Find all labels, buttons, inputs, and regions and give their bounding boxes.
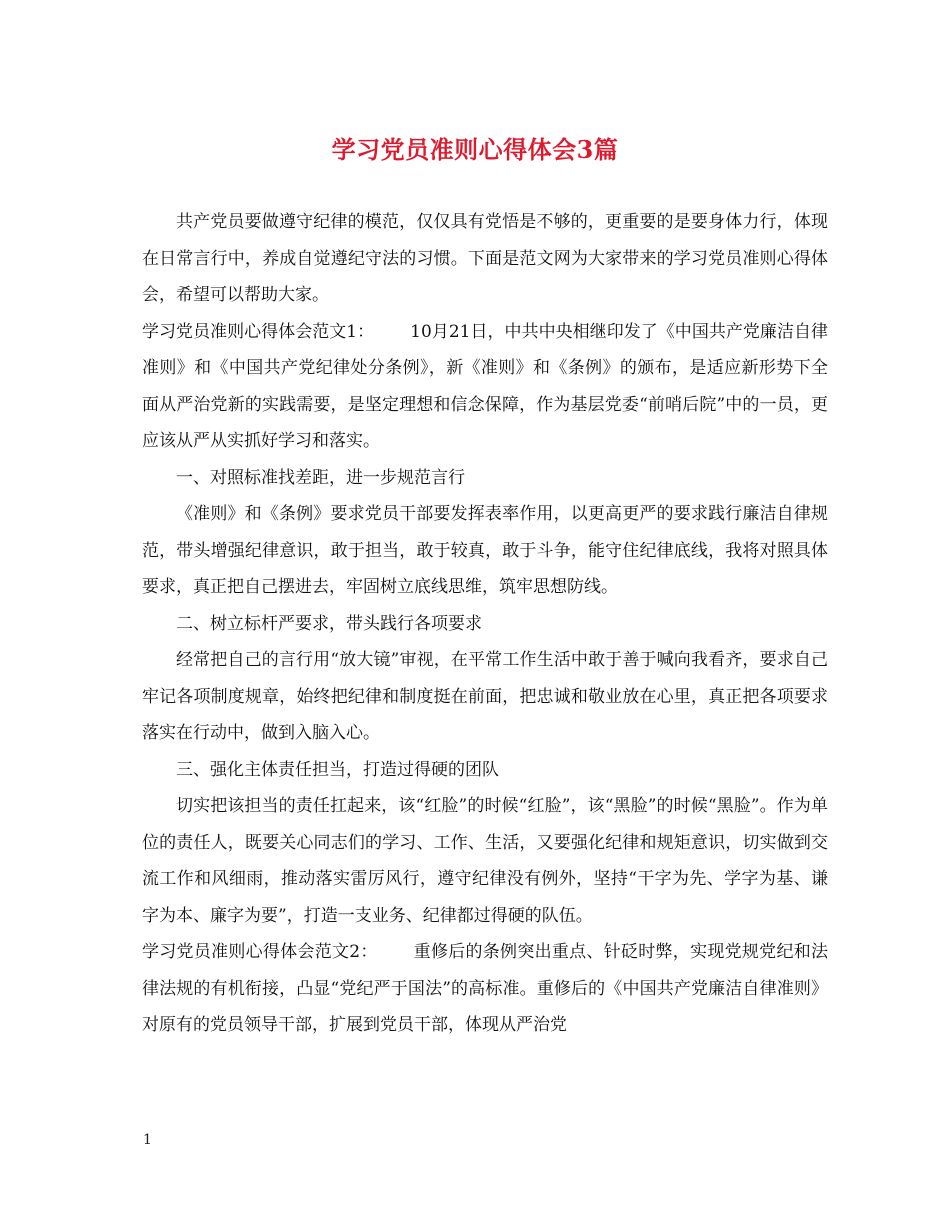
document-body bbox=[142, 204, 828, 1044]
paragraph-text: 一、对照标准找差距，进一步规范言行 bbox=[176, 467, 465, 488]
paragraph bbox=[142, 496, 828, 606]
section-heading bbox=[142, 752, 828, 789]
section-heading bbox=[142, 606, 828, 643]
paragraph bbox=[142, 204, 828, 314]
paragraph-text: 三、强化主体责任担当，打造过得硬的团队 bbox=[176, 759, 499, 780]
paragraph-label: 学习党员准则心得体会范文1： bbox=[142, 321, 375, 342]
paragraph-text: 共产党员要做遵守纪律的模范，仅仅具有党悟是不够的，更重要的是要身体力行，体现在日常言行中，养成自觉遵纪守法的习惯。下面是范文网为大家带来的学习党员准则心得体会，希望可以帮助大家。 bbox=[142, 212, 828, 305]
paragraph bbox=[142, 314, 828, 460]
section-heading bbox=[142, 460, 828, 497]
paragraph bbox=[142, 788, 828, 934]
paragraph-text: 二、树立标杆严要求，带头践行各项要求 bbox=[176, 613, 482, 634]
paragraph-text: 10月21日，中共中央相继印发了《中国共产党廉洁自律准则》和《中国共产党纪律处分条例》，新《准则》和《条例》的颁布，是适应新形势下全面从严治党新的实践需要，是坚定理想和信念保障，作为基层党委“前哨后院”中的一员，更应该从严从实抓好学习和落实。 bbox=[142, 321, 828, 451]
paragraph-label: 学习党员准则心得体会范文2： bbox=[142, 942, 378, 962]
document-title: 学习党员准则心得体会3篇 bbox=[331, 135, 619, 164]
page-number: 1 bbox=[143, 1132, 152, 1148]
paragraph-text: 《准则》和《条例》要求党员干部要发挥表率作用，以更高更严的要求践行廉洁自律规范，带头增强纪律意识，敢于担当，敢于较真，敢于斗争，能守住纪律底线，我将对照具体要求，真正把自己摆进去，牢固树立底线思维，筑牢思想防线。 bbox=[142, 504, 828, 597]
paragraph-text: 重修后的条例突出重点、针砭时弊，实现党规党纪和法律法规的有机衔接，凸显“党纪严于国法”的高标准。重修后的《中国共产党廉洁自律准则》对原有的党员领导干部，扩展到党员干部，体现从严治党 bbox=[142, 942, 828, 1035]
paragraph bbox=[142, 642, 828, 752]
paragraph-text: 经常把自己的言行用“放大镜”审视，在平常工作生活中敢于善于喊向我看齐，要求自己牢记各项制度规章，始终把纪律和制度挺在前面，把忠诚和敬业放在心里，真正把各项要求落实在行动中，做到入脑入心。 bbox=[142, 650, 828, 743]
paragraph bbox=[142, 934, 828, 1044]
paragraph-text: 切实把该担当的责任扛起来，该“红脸”的时候“红脸”，该“黑脸”的时候“黑脸”。作为单位的责任人，既要关心同志们的学习、工作、生活，又要强化纪律和规矩意识，切实做到交流工作和风细雨，推动落实雷厉风行，遵守纪律没有例外，坚持“干字为先、学字为基、谦字为本、廉字为要”，打造一支业务、纪律都过得硬的队伍。 bbox=[142, 796, 828, 926]
